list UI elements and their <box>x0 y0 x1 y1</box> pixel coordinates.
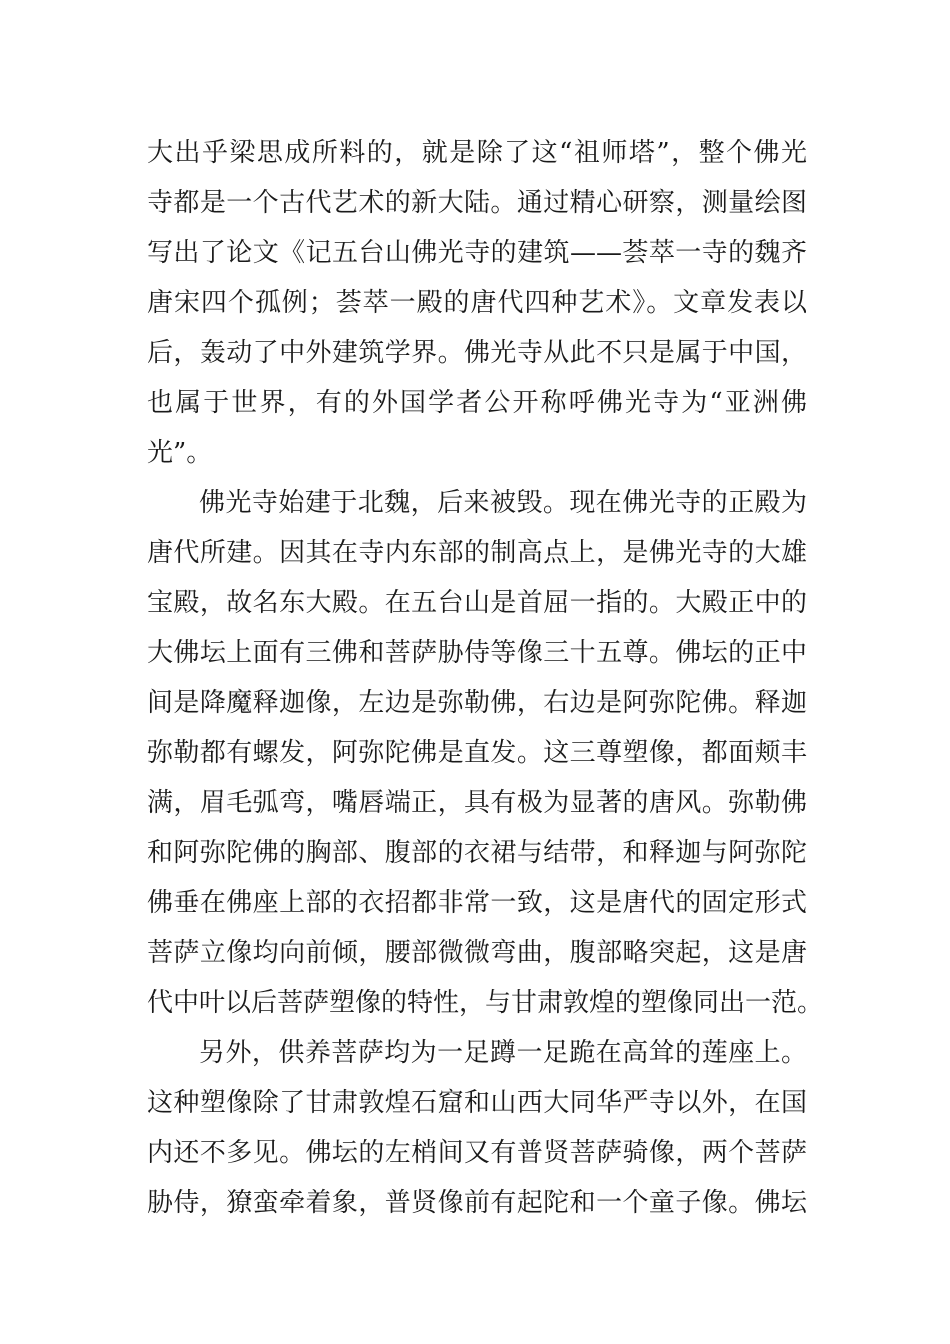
text-line: 菩萨立像均向前倾，腰部微微弯曲，腹部略突起，这是唐 <box>147 938 807 968</box>
paragraph-2 <box>147 478 824 1028</box>
text-line: 写出了论文《记五台山佛光寺的建筑——荟萃一寺的魏齐 <box>147 238 807 268</box>
text-line: 弥勒都有螺发，阿弥陀佛是直发。这三尊塑像，都面颊丰 <box>147 738 807 768</box>
text-line: 满，眉毛弧弯，嘴唇端正，具有极为显著的唐风。弥勒佛 <box>147 788 807 818</box>
text-line: 佛光寺始建于北魏，后来被毁。现在佛光寺的正殿为 <box>199 488 807 518</box>
body-text <box>147 128 824 1228</box>
text-line: 也属于世界，有的外国学者公开称呼佛光寺为“亚洲佛 <box>147 388 807 418</box>
text-line: 寺都是一个古代艺术的新大陆。通过精心研察，测量绘图 <box>147 188 807 218</box>
text-line: 佛垂在佛座上部的衣招都非常一致，这是唐代的固定形式 <box>147 888 807 918</box>
text-line: 大出乎梁思成所料的，就是除了这“祖师塔”，整个佛光 <box>147 138 807 168</box>
text-line: 这种塑像除了甘肃敦煌石窟和山西大同华严寺以外，在国 <box>147 1088 807 1118</box>
text-line: 唐代所建。因其在寺内东部的制高点上，是佛光寺的大雄 <box>147 538 807 568</box>
paragraph-3 <box>147 1028 807 1228</box>
text-line: 胁侍，獠蛮牵着象，普贤像前有起陀和一个童子像。佛坛 <box>147 1188 807 1218</box>
paragraph-1 <box>147 128 807 478</box>
text-line: 光”。 <box>147 438 213 468</box>
text-line: 后，轰动了中外建筑学界。佛光寺从此不只是属于中国， <box>147 338 807 368</box>
text-line: 间是降魔释迦像，左边是弥勒佛，右边是阿弥陀佛。释迦 <box>147 688 807 718</box>
text-line: 大佛坛上面有三佛和菩萨胁侍等像三十五尊。佛坛的正中 <box>147 638 807 668</box>
text-line: 另外，供养菩萨均为一足蹲一足跪在高耸的莲座上。 <box>199 1038 807 1068</box>
text-line: 内还不多见。佛坛的左梢间又有普贤菩萨骑像，两个菩萨 <box>147 1138 807 1168</box>
text-line: 和阿弥陀佛的胸部、腹部的衣裙与结带，和释迦与阿弥陀 <box>147 838 807 868</box>
text-line: 宝殿，故名东大殿。在五台山是首屈一指的。大殿正中的 <box>147 588 807 618</box>
text-line: 唐宋四个孤例；荟萃一殿的唐代四种艺术》。文章发表以 <box>147 288 807 318</box>
text-line: 代中叶以后菩萨塑像的特性，与甘肃敦煌的塑像同出一范。 <box>147 988 824 1018</box>
